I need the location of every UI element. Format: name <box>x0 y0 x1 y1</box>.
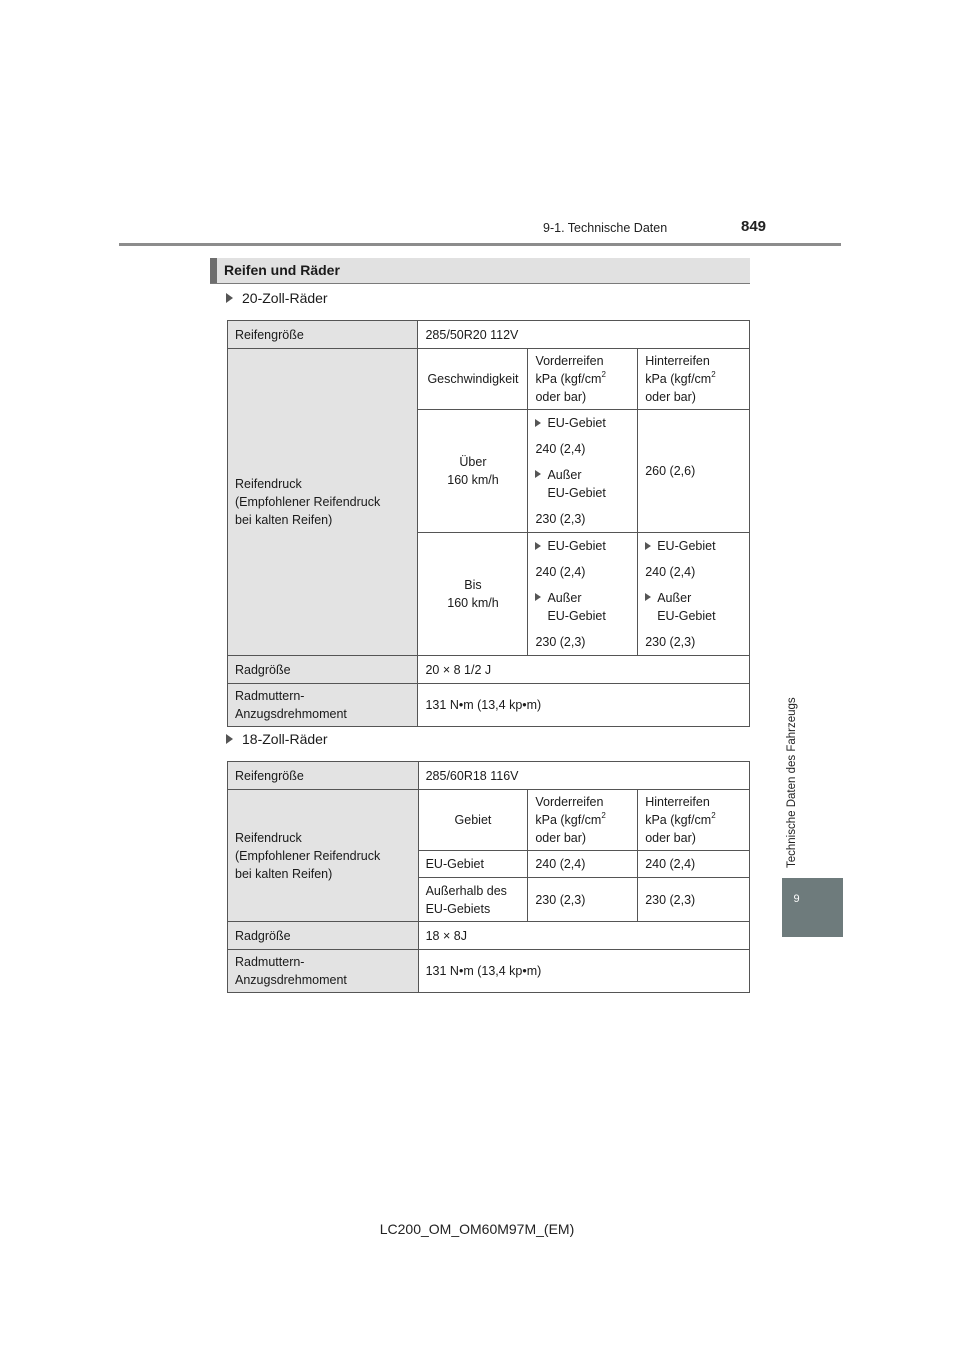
section-title: Reifen und Räder <box>224 262 340 278</box>
col-rear-tail: oder bar) <box>645 390 696 404</box>
torque-value: 131 N•m (13,4 kp•m) <box>418 684 750 727</box>
chapter-side-label: Technische Daten des Fahrzeugs <box>786 697 798 868</box>
size-value: 285/60R18 116V <box>418 762 749 790</box>
eu-label: EU-Gebiet <box>547 539 606 553</box>
col-rear-text: Hinterreifen kPa (kgf/cm <box>645 795 712 827</box>
table-18-inch <box>227 761 750 993</box>
pressure-label: Reifendruck (Empfohlener Reifendruck bei kalten Reifen) <box>228 349 418 656</box>
table-cell <box>418 321 750 349</box>
col-front-sup: 2 <box>601 370 606 379</box>
over-front-cell <box>528 410 638 533</box>
col-front-text: Vorderreifen kPa (kgf/cm <box>535 795 604 827</box>
eu-label: EU-Gebiet <box>657 539 716 553</box>
col-front-tail: oder bar) <box>535 831 587 845</box>
front-cell: 240 (2,4) <box>528 851 638 878</box>
page-number: 849 <box>741 218 767 235</box>
col-rear-text: Hinterreifen kPa (kgf/cm <box>645 354 712 386</box>
non-eu-label: Außer EU-Gebiet <box>547 591 606 623</box>
col-rear <box>638 790 750 851</box>
wheel-size-label: Radgröße <box>228 922 419 950</box>
bullet-triangle-icon <box>645 593 651 601</box>
col-front-sup: 2 <box>601 811 606 820</box>
chapter-tab <box>782 878 843 937</box>
wheel-size-value: 18 × 8J <box>418 922 749 950</box>
footer-text: LC200_OM_OM60M97M_(EM) <box>379 1221 575 1237</box>
bullet-triangle-icon <box>535 542 541 550</box>
table-row <box>228 321 418 349</box>
torque-label: Radmuttern- Anzugsdrehmoment <box>228 950 419 993</box>
heading-18-inch <box>226 731 328 747</box>
non-eu-value: 230 (2,3) <box>535 635 586 649</box>
col-rear-tail: oder bar) <box>645 831 696 845</box>
col-front <box>528 349 638 410</box>
section-marker <box>210 258 217 283</box>
header-rule <box>119 243 841 246</box>
non-eu-label: Außer EU-Gebiet <box>547 468 606 500</box>
heading-20-inch <box>226 290 328 306</box>
non-eu-value: 230 (2,3) <box>645 635 696 649</box>
chapter-tab-number: 9 <box>793 893 800 905</box>
size-value: 285/50R20 112V <box>425 327 519 342</box>
under-front-cell <box>528 533 638 656</box>
col-front-tail: oder bar) <box>535 390 587 404</box>
over-rear-value: 260 (2,6) <box>638 410 750 533</box>
bullet-triangle-icon <box>226 293 233 303</box>
wheel-size-label: Radgröße <box>228 656 418 684</box>
table-20-inch <box>227 320 750 727</box>
col-area: Gebiet <box>418 790 528 851</box>
heading-18-inch-text: 18-Zoll-Räder <box>242 731 328 747</box>
bullet-triangle-icon <box>535 593 541 601</box>
non-eu-value: 230 (2,3) <box>535 512 586 526</box>
torque-value: 131 N•m (13,4 kp•m) <box>418 950 749 993</box>
size-label: Reifengröße <box>228 762 419 790</box>
header-section-title: 9-1. Technische Daten <box>543 221 668 235</box>
wheel-size-value: 20 × 8 1/2 J <box>418 656 750 684</box>
footer-doc-code <box>0 1221 960 1237</box>
bullet-triangle-icon <box>645 542 651 550</box>
col-rear-sup: 2 <box>711 370 716 379</box>
area-cell: EU-Gebiet <box>418 851 528 878</box>
heading-20-inch-text: 20-Zoll-Räder <box>242 290 328 306</box>
section-header <box>210 258 750 284</box>
speed-over: Über 160 km/h <box>418 410 528 533</box>
bullet-triangle-icon <box>535 470 541 478</box>
front-cell: 230 (2,3) <box>528 878 638 922</box>
torque-label: Radmuttern- Anzugsdrehmoment <box>228 684 418 727</box>
eu-value: 240 (2,4) <box>645 565 696 579</box>
col-speed: Geschwindigkeit <box>418 349 528 410</box>
col-front <box>528 790 638 851</box>
area-cell: Außerhalb des EU-Gebiets <box>418 878 528 922</box>
non-eu-label: Außer EU-Gebiet <box>657 591 716 623</box>
col-rear-sup: 2 <box>711 811 716 820</box>
eu-value: 240 (2,4) <box>535 442 586 456</box>
bullet-triangle-icon <box>535 419 541 427</box>
speed-under: Bis 160 km/h <box>418 533 528 656</box>
col-rear <box>638 349 750 410</box>
size-label: Reifengröße <box>235 327 304 342</box>
rear-cell: 230 (2,3) <box>638 878 750 922</box>
rear-cell: 240 (2,4) <box>638 851 750 878</box>
eu-value: 240 (2,4) <box>535 565 586 579</box>
under-rear-cell <box>638 533 750 656</box>
bullet-triangle-icon <box>226 734 233 744</box>
pressure-label: Reifendruck (Empfohlener Reifendruck bei kalten Reifen) <box>228 790 419 922</box>
eu-label: EU-Gebiet <box>547 416 606 430</box>
col-front-text: Vorderreifen kPa (kgf/cm <box>535 354 604 386</box>
